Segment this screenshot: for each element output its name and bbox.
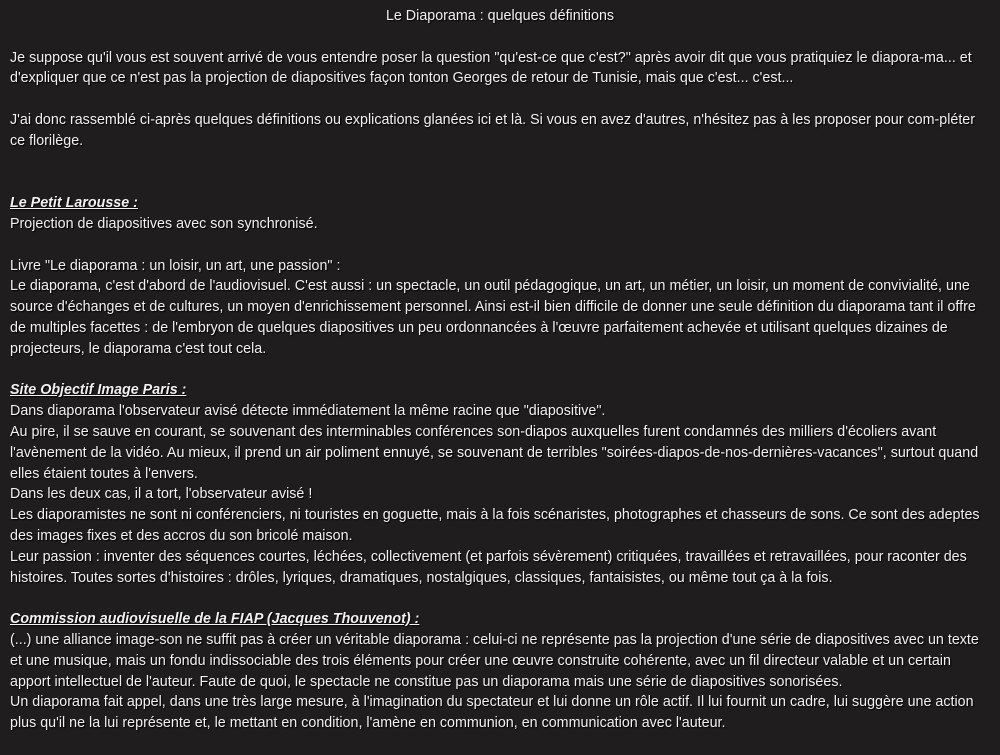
intro-paragraph-2: J'ai donc rassemblé ci-après quelques définitions ou explications glanées ici et là. Si vous en avez d'autres, n'hésitez pas à les proposer pour com-pléter ce florilège.	[10, 111, 976, 149]
section-livre	[10, 256, 990, 360]
section-text: Dans les deux cas, il a tort, l'observateur avisé !	[10, 486, 313, 503]
section-spacer	[10, 172, 990, 193]
section-text: Au pire, il se sauve en courant, se souvenant des interminables conférences son-diapos auxquelles furent condamnés des milliers d'écoliers avant l'avènement de la vidéo. Au mieux, il prend un air poliment ennuyé, se souvenant de terribles "soirées-diapos-de-nos-dernières-vacances", surtout quand elles étaient toutes à l'envers.	[10, 423, 979, 482]
section-fiap	[10, 609, 990, 734]
section-text: Un diaporama fait appel, dans une très large mesure, à l'imagination du spectateur et lui donne un rôle actif. Il lui fournit un cadre, lui suggère une action plus qu'il ne la lui représente et, le mettant en condition, l'amène en communion, en communication avec l'auteur.	[10, 694, 974, 732]
document-page	[10, 6, 990, 755]
section-text: (...) une alliance image-son ne suffit pas à créer un véritable diaporama : celui-ci ne représente pas la projection d'une série de diapositives avec un texte et une musique, mais un fondu indissociable des trois éléments pour créer une œuvre construite cohérente, avec un fil directeur valable et un certain apport intellectuel de l'auteur. Faute de quoi, le spectacle ne constitue pas un diaporama mais une série de diapositives sonorisées.	[10, 631, 979, 690]
intro-paragraph-1: Je suppose qu'il vous est souvent arrivé de vous entendre poser la question "qu'est-ce que c'est?" après avoir dit que vous pratiquiez le diapora-ma... et d'expliquer que ce n'est pas la projection de diapositives façon tonton Georges de retour de Tunisie, mais que c'est... c'est...	[10, 49, 972, 87]
section-text: Le diaporama, c'est d'abord de l'audiovisuel. C'est aussi : un spectacle, un outil pédagogique, un art, un métier, un loisir, un moment de convivialité, une source d'échanges et de cultures, un moyen d'enrichissement personnel. Ainsi est-il bien difficile de donner une seule définition du diaporama tant il offre de multiples facettes : de l'embryon de quelques diapositives un peu ordonnancées à l'œuvre parfaitement achevée et utilisant quelques dizaines de projecteurs, le diaporama c'est tout cela.	[10, 278, 976, 357]
section-text: Leur passion : inventer des séquences courtes, léchées, collectivement (et parfois sévèrement) critiquées, travaillées et retravaillées, pour raconter des histoires. Toutes sortes d'histoires : drôles, lyriques, dramatiques, nostalgiques, classiques, fantaisistes, ou même tout ça à la fois.	[10, 548, 967, 586]
section-heading: Le Petit Larousse :	[10, 195, 138, 212]
section-larousse	[10, 193, 990, 235]
section-objectif-image	[10, 380, 990, 588]
section-text: Dans diaporama l'observateur avisé détecte immédiatement la même racine que "diapositive".	[10, 403, 606, 420]
section-heading: Commission audiovisuelle de la FIAP (Jacques Thouvenot) :	[10, 611, 420, 628]
section-text: Les diaporamistes ne sont ni conférenciers, ni touristes en goguette, mais à la fois scénaristes, photographes et chasseurs de sons. Ce sont des adeptes des images fixes et des accros du son bricolé maison.	[10, 507, 980, 544]
section-text: Projection de diapositives avec son synchronisé.	[10, 215, 318, 232]
section-heading: Site Objectif Image Paris :	[10, 382, 187, 399]
page-title: Le Diaporama : quelques définitions	[385, 8, 615, 24]
section-text: Livre "Le diaporama : un loisir, un art, une passion" :	[10, 257, 341, 274]
